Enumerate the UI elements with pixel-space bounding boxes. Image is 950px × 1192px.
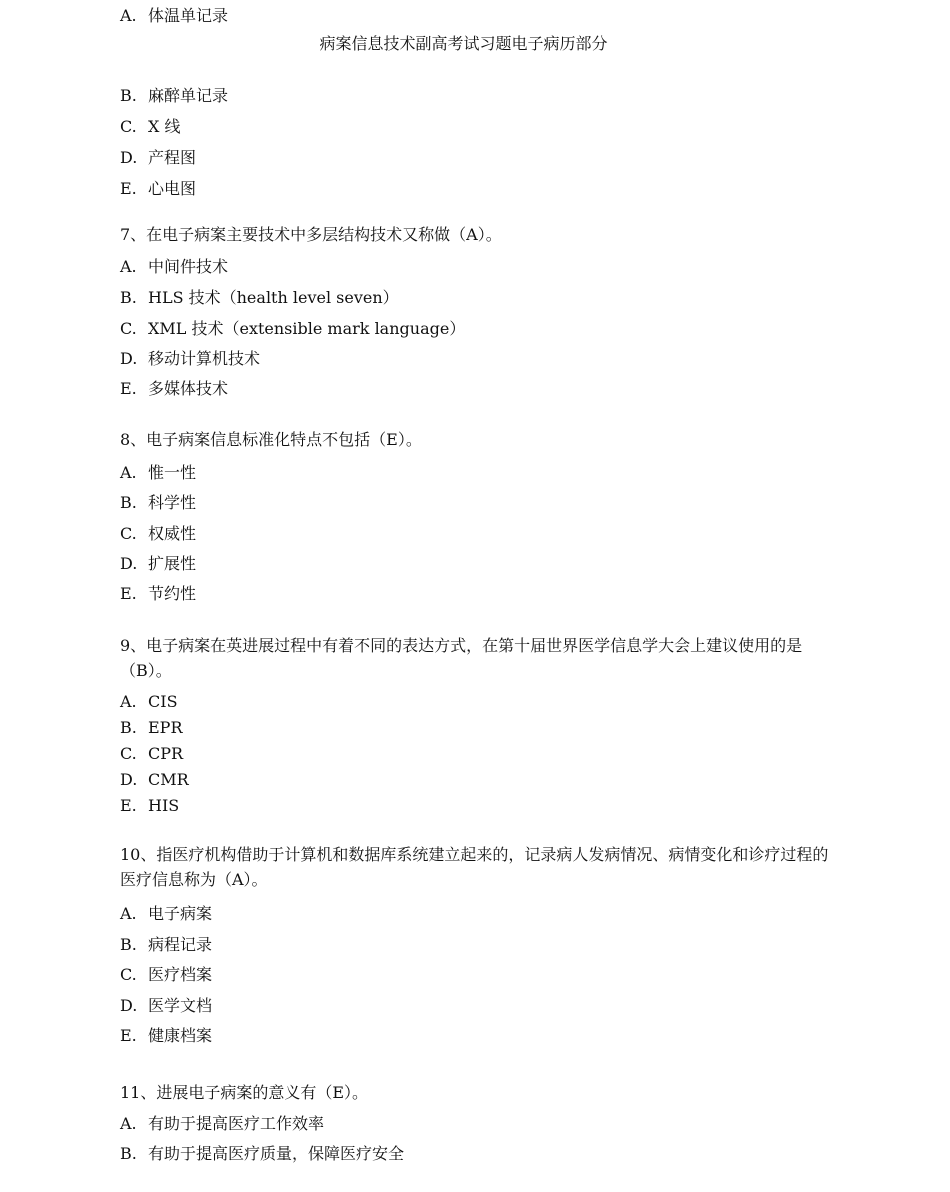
option-text: CIS [148,692,178,711]
q11-option-a [120,1114,324,1134]
option-text: X 线 [148,117,181,136]
q10-option-d [120,996,212,1016]
option-carryover-c [120,117,180,137]
option-letter: A. [120,1114,137,1133]
option-text: 医疗档案 [148,965,213,984]
option-text: HLS 技术（health level seven） [148,288,399,307]
option-letter: B. [120,288,137,307]
option-letter: A. [120,257,137,276]
option-text: 有助于提高医疗工作效率 [148,1114,325,1133]
option-letter: D. [120,148,138,167]
option-letter: C. [120,117,137,136]
q8-option-c [120,524,196,544]
option-letter: A. [120,463,137,482]
q7-option-b [120,288,399,308]
option-letter: A. [120,692,137,711]
option-text: XML 技术（extensible mark language） [148,319,466,338]
option-text: CPR [148,744,184,763]
option-carryover-a [120,6,228,26]
q7-option-d [120,349,260,369]
question-10-stem: 10、指医疗机构借助于计算机和数据库系统建立起来的，记录病人发病情况、病情变化和诊疗过程的医疗信息称为（A）。 [120,845,829,889]
question-9-stem: 9、电子病案在英进展过程中有着不同的表达方式，在第十届世界医学信息学大会上建议使用的是（B）。 [120,636,803,680]
option-text: 中间件技术 [148,257,229,276]
option-carryover-d [120,148,196,168]
q7-option-e [120,379,228,399]
option-letter: D. [120,554,138,573]
option-letter: B. [120,718,137,737]
q10-option-b [120,935,212,955]
option-text: 多媒体技术 [148,379,229,398]
option-letter: B. [120,493,137,512]
option-letter: E. [120,1026,137,1045]
option-letter: A. [120,6,137,25]
option-letter: E. [120,796,137,815]
option-letter: C. [120,319,137,338]
option-text: 产程图 [148,148,197,167]
q9-option-e [120,796,179,816]
q7-option-c [120,319,465,339]
option-letter: A. [120,904,137,923]
option-text: 电子病案 [148,904,213,923]
option-letter: E. [120,179,137,198]
option-letter: C. [120,965,137,984]
q8-option-d [120,554,196,574]
q8-option-b [120,493,196,513]
option-text: 权威性 [148,524,197,543]
option-text: 医学文档 [148,996,213,1015]
option-text: 病程记录 [148,935,213,954]
option-text: 麻醉单记录 [148,86,229,105]
option-text: HIS [148,796,180,815]
option-text: 心电图 [148,179,197,198]
option-text: EPR [148,718,183,737]
option-letter: B. [120,86,137,105]
q7-option-a [120,257,228,277]
question-8-stem: 8、电子病案信息标准化特点不包括（E）。 [120,430,422,449]
option-text: 体温单记录 [148,6,229,25]
option-text: 惟一性 [148,463,197,482]
option-letter: D. [120,770,138,789]
option-letter: B. [120,935,137,954]
option-letter: D. [120,996,138,1015]
q8-option-a [120,463,196,483]
q8-option-e [120,584,196,604]
q9-option-a [120,692,178,712]
option-text: 移动计算机技术 [148,349,261,368]
q10-option-a [120,904,212,924]
option-text: 有助于提高医疗质量，保障医疗安全 [148,1144,405,1163]
question-7-stem: 7、在电子病案主要技术中多层结构技术又称做（A）。 [120,225,502,244]
option-letter: C. [120,744,137,763]
option-letter: E. [120,584,137,603]
q10-option-c [120,965,212,985]
q9-option-b [120,718,183,738]
question-11-stem: 11、进展电子病案的意义有（E）。 [120,1083,369,1102]
q10-option-e [120,1026,212,1046]
option-letter: C. [120,524,137,543]
q9-option-d [120,770,189,790]
page-header-title: 病案信息技术副高考试习题电子病历部分 [319,34,608,53]
option-text: 节约性 [148,584,197,603]
option-text: 科学性 [148,493,197,512]
option-letter: E. [120,379,137,398]
option-carryover-e [120,179,196,199]
option-letter: D. [120,349,138,368]
option-text: 扩展性 [148,554,197,573]
q9-option-c [120,744,183,764]
option-text: CMR [148,770,189,789]
option-carryover-b [120,86,228,106]
q11-option-b [120,1144,404,1164]
option-letter: B. [120,1144,137,1163]
option-text: 健康档案 [148,1026,213,1045]
